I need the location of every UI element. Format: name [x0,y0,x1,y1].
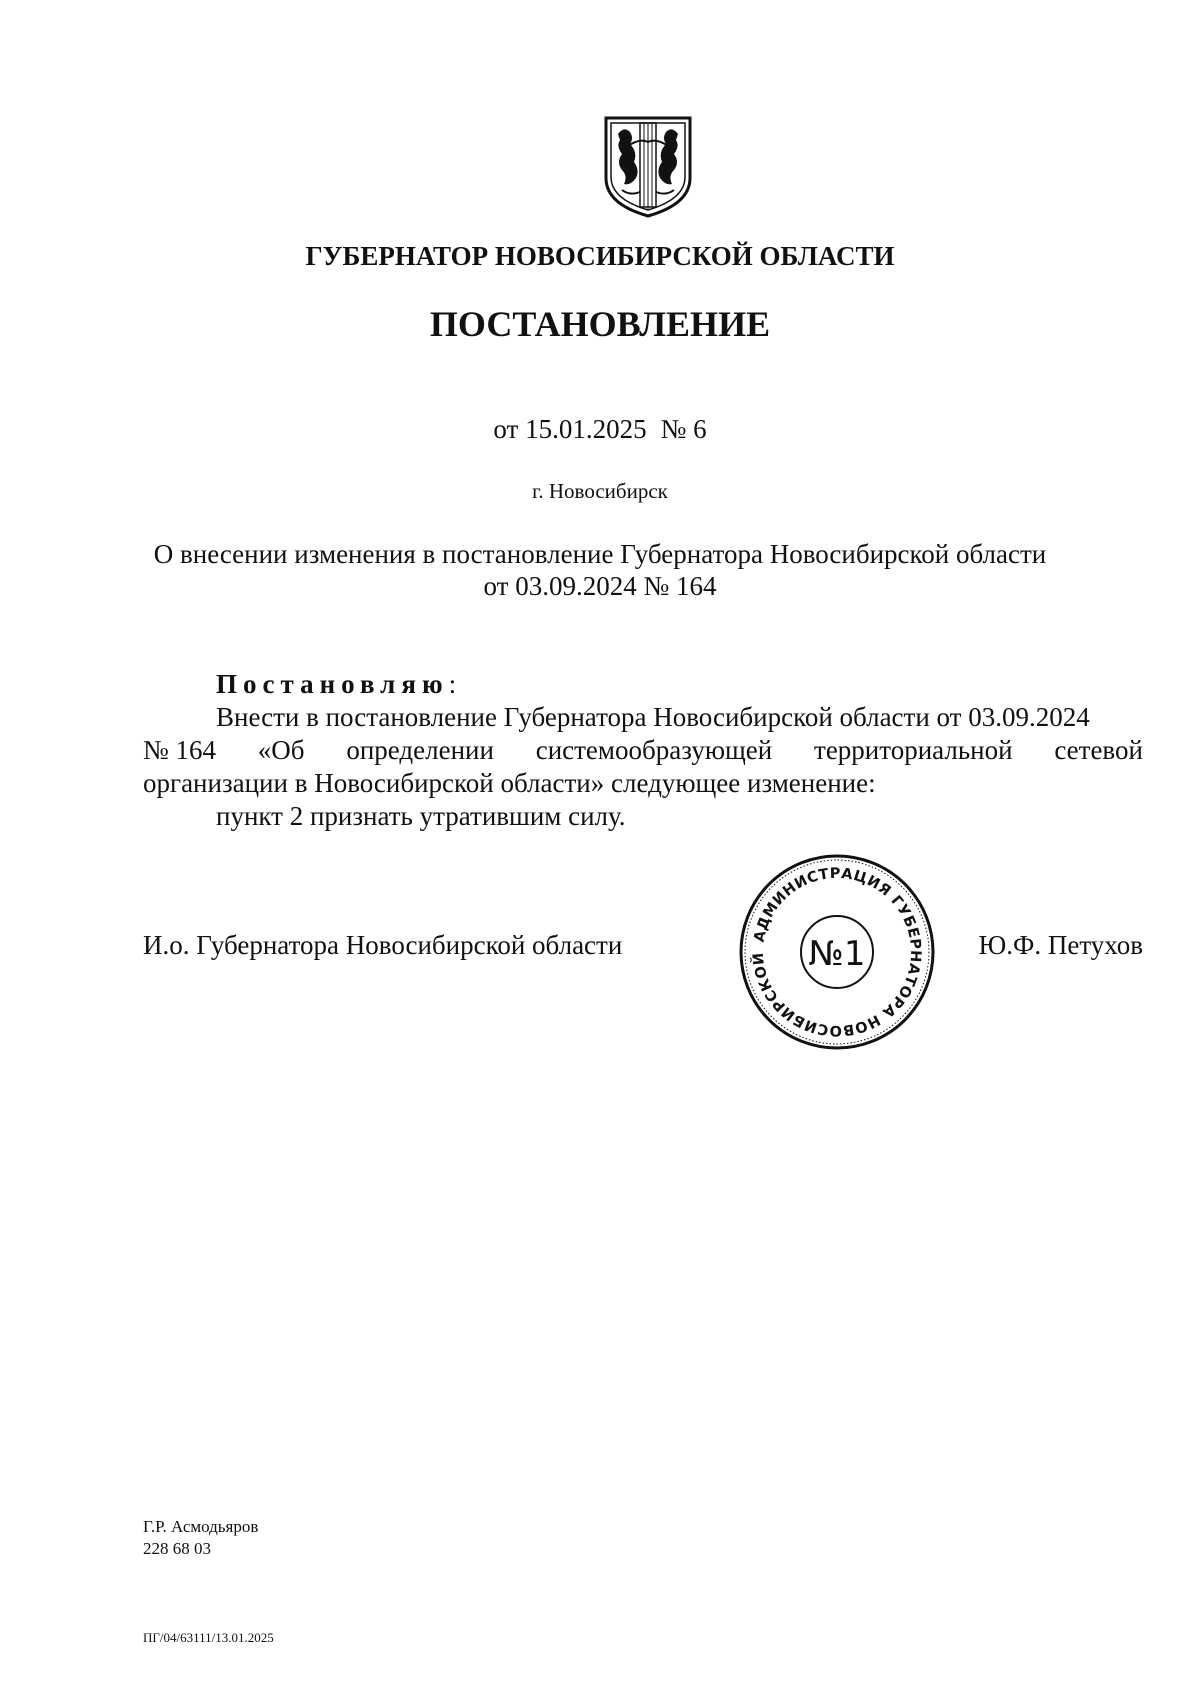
paragraph-2: пункт 2 признать утратившим силу. [216,801,626,831]
executor-name: Г.Р. Асмодьяров [143,1517,259,1536]
executor-info [143,1516,258,1560]
official-seal-stamp [737,852,937,1052]
signatory-name: Ю.Ф. Петухов [978,930,1143,960]
paragraph-1-word: системообразующей [535,735,773,765]
document-type: ПОСТАНОВЛЕНИЕ [429,304,771,344]
resolution-lead-colon: : [448,669,457,699]
novosibirsk-coat-of-arms-icon [600,112,696,220]
paragraph-1-word: территориальной [814,735,1013,765]
document-date: от 15.01.2025 [493,414,647,444]
signatory-position: И.о. Губернатора Новосибирской области [143,930,623,960]
document-number: № 6 [660,414,707,444]
issuer-title: ГУБЕРНАТОР НОВОСИБИРСКОЙ ОБЛАСТИ [305,241,895,271]
paragraph-1-line-1: Внести в постановление Губернатора Новосибирской области от 03.09.2024 [216,702,1090,732]
paragraph-1-word: определении [346,735,494,765]
registration-code: ПГ/04/63111/13.01.2025 [143,1630,274,1645]
executor-phone: 228 68 03 [143,1539,211,1558]
date-number-line [0,413,1200,445]
svg-text:АДМИНИСТРАЦИЯ ГУБЕРНАТОРА НОВО: АДМИНИСТРАЦИЯ ГУБЕРНАТОРА НОВОСИБИРСКОЙ [750,865,924,1039]
paragraph-1-word: «Об [257,735,305,765]
paragraph-1-line-2 [143,734,1143,767]
document-subject [100,538,1100,602]
place-of-issue: г. Новосибирск [532,479,668,503]
subject-line-1: О внесении изменения в постановление Губернатора Новосибирской области [153,539,1047,569]
subject-line-2: от 03.09.2024 № 164 [483,571,717,601]
resolution-lead [143,668,1143,701]
document-body [143,668,1143,833]
paragraph-1-word: сетевой [1054,735,1143,765]
paragraph-1-word: № 164 [143,735,217,765]
resolution-lead-word: Постановляю [216,669,449,699]
paragraph-1-line-3: организации в Новосибирской области» следующее изменение: [143,768,876,798]
svg-text:№1: №1 [808,934,866,974]
